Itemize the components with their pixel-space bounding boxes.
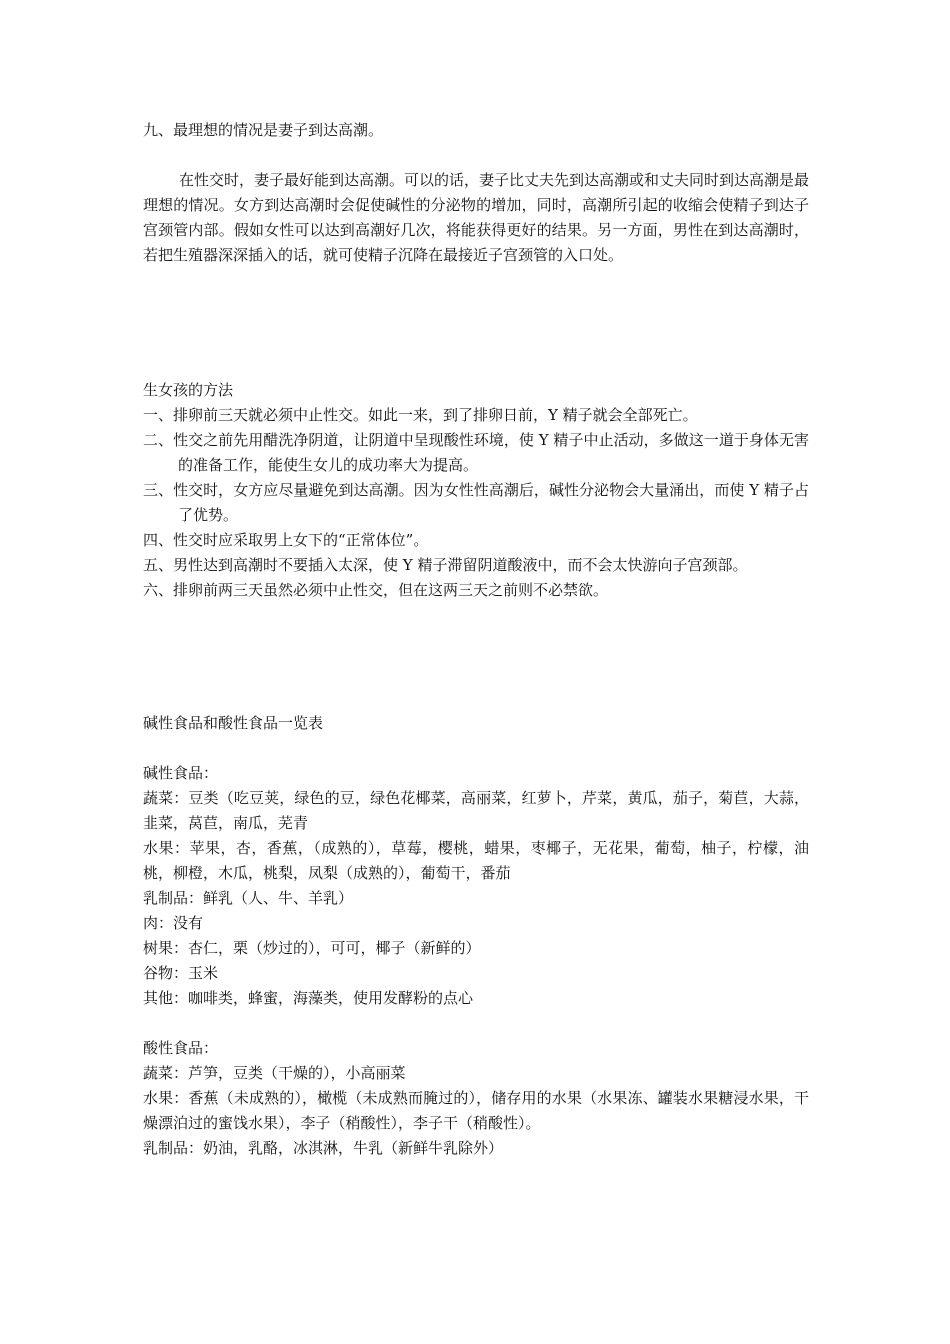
alkaline-dairy: 乳制品：鲜乳（人、牛、羊乳） — [143, 889, 354, 907]
acidic-heading: 酸性食品： — [143, 1039, 219, 1057]
alkaline-other: 其他：咖啡类，蜂蜜，海藻类，使用发酵粉的点心 — [143, 989, 474, 1007]
spacer — [143, 736, 809, 761]
alkaline-heading: 碱性食品： — [143, 764, 219, 782]
alkaline-vegetables: 蔬菜：豆类（吃豆荚，绿色的豆，绿色花椰菜，高丽菜，红萝卜，芹菜，黄瓜，茄子，菊苣，大蒜，韭菜，莴苣，南瓜，芜青 — [143, 789, 809, 832]
acidic-dairy: 乳制品：奶油，乳酪，冰淇淋，牛乳（新鲜牛乳除外） — [143, 1139, 504, 1157]
acidic-fruits: 水果：香蕉（未成熟的），橄榄（未成熟而腌过的），储存用的水果（水果冻、罐装水果糖浸水果，干燥漂泊过的蜜饯水果），李子（稍酸性），李子干（稍酸性）。 — [143, 1089, 809, 1132]
girl-method-item-5: 五、男性达到高潮时不要插入太深，使 Y 精子滞留阴道酸液中，而不会太快游向子宫颈部。 — [143, 556, 748, 574]
girl-method-item-3: 三、性交时，女方应尽量避免到达高潮。因为女性性高潮后，碱性分泌物会大量涌出，而使 Y 精子占了优势。 — [143, 481, 809, 524]
spacer — [143, 143, 809, 168]
alkaline-meat: 肉：没有 — [143, 914, 204, 932]
alkaline-nuts: 树果：杏仁，栗（炒过的），可可，椰子（新鲜的） — [143, 939, 481, 957]
section-9-paragraph: 在性交时，妻子最好能到达高潮。可以的话，妻子比丈夫先到达高潮或和丈夫同时到达高潮是最理想的情况。女方到达高潮时会促使碱性的分泌物的增加，同时，高潮所引起的收缩会使精子到达子宫颈管内部。假如女性可以达到高潮好几次，将能获得更好的结果。另一方面，男性在到达高潮时，若把生殖器深深插入的话，就可使精子沉降在最接近子宫颈管的入口处。 — [143, 171, 810, 264]
spacer — [143, 603, 809, 711]
alkaline-fruits: 水果：苹果，杏，香蕉，（成熟的），草莓，樱桃，蜡果，枣椰子，无花果，葡萄，柚子，柠檬，油桃，柳橙，木瓜，桃梨，凤梨（成熟的），葡萄干，番茄 — [143, 839, 809, 882]
alkaline-grains: 谷物：玉米 — [143, 964, 219, 982]
section-9-title: 九、最理想的情况是妻子到达高潮。 — [143, 121, 384, 139]
acidic-vegetables: 蔬菜：芦笋，豆类（干燥的），小高丽菜 — [143, 1064, 406, 1082]
girl-method-item-1: 一、排卵前三天就必须中止性交。如此一来，到了排卵日前，Y 精子就会全部死亡。 — [143, 406, 698, 424]
girl-method-item-2: 二、性交之前先用醋洗净阴道，让阴道中呈现酸性环境，使 Y 精子中止活动，多做这一道于身体无害的准备工作，能使生女儿的成功率大为提高。 — [143, 431, 809, 474]
spacer — [143, 268, 809, 378]
girl-method-item-4: 四、性交时应采取男上女下的“正常体位”。 — [143, 531, 429, 549]
spacer — [143, 1011, 809, 1036]
girl-method-item-6: 六、排卵前两三天虽然必须中止性交，但在这两三天之前则不必禁欲。 — [143, 581, 609, 599]
girl-methods-title: 生女孩的方法 — [143, 381, 234, 399]
document-page — [143, 118, 809, 1161]
food-table-title: 碱性食品和酸性食品一览表 — [143, 714, 324, 732]
